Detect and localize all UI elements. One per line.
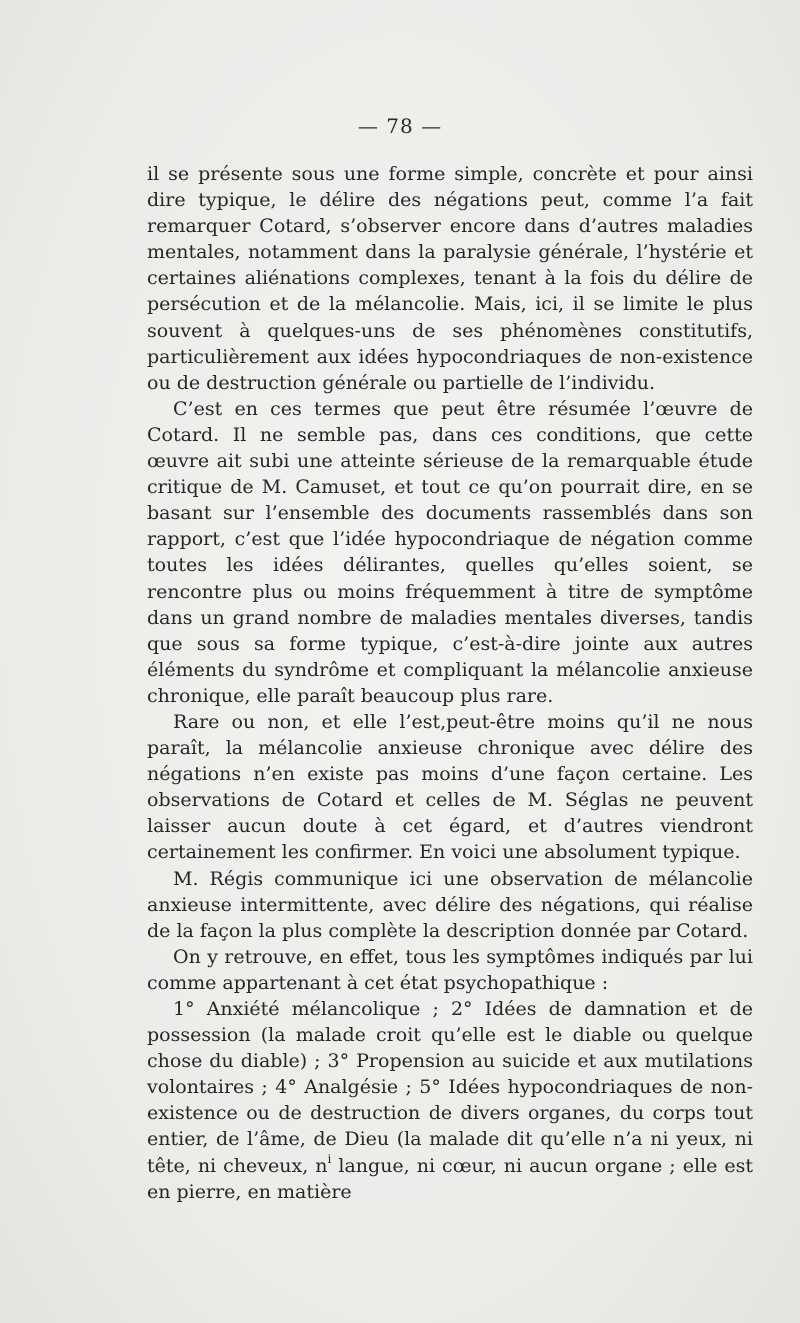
- paragraph-6-continuation: langue, ni cœur, ni aucun organe ; elle est en pierre, en matière: [147, 1154, 754, 1203]
- paragraph-4: M. Régis communique ici une observation de mélancolie anxieuse intermittente, avec délire des négations, qui réalise de la façon la plus complète la description donnée par Cotard.: [147, 867, 753, 942]
- paragraph-2: C’est en ces termes que peut être résumée l’œuvre de Cotard. Il ne semble pas, dans ces conditions, que cette œuvre ait subi une atteinte sérieuse de la remarquable étude critique de M. Camuset, et tout ce qu’on pourrait dire, en se basant sur l’ensemble des documents rassemblés dans son rapport, c’est que l’idée hypocondriaque de négation comme toutes les idées délirantes, quelles qu’elles soient, se rencontre plus ou moins fréquemment à titre de symptôme dans un grand nombre de maladies mentales diverses, tandis que sous sa forme typique, c’est-à-dire jointe aux autres éléments du syndrôme et compliquant la mélancolie anxieuse chronique, elle paraît beaucoup plus rare.: [147, 397, 753, 707]
- paragraph-3: Rare ou non, et elle l’est,peut-être moins qu’il ne nous paraît, la mélancolie anxieuse chronique avec délire des négations n’en existe pas moins d’une façon certaine. Les observations de Cotard et celles de M. Séglas ne peuvent laisser aucun doute à cet égard, et d’autres viendront certainement les confirmer. En voici une absolument typique.: [147, 710, 753, 864]
- superscript-mark: i: [327, 1151, 332, 1166]
- paragraph-6-text: 1° Anxiété mélancolique ; 2° Idées de damnation et de possession (la malade croit qu’elle est le diable ou quelque chose du diable) ; 3° Propension au suicide et aux mutilations volontaires ; 4° Analgésie ; 5° Idées hypocondriaques de non-existence ou de destruction de divers organes, du corps tout entier, de l’âme, de Dieu (la malade dit qu’elle n’a ni yeux, ni tête, ni cheveux,: [147, 998, 753, 1177]
- page-number: — 78 —: [357, 114, 443, 138]
- paragraph-5: On y retrouve, en effet, tous les symptômes indiqués par lui comme appartenant à cet état psychopathique :: [147, 945, 753, 994]
- body-text: [147, 161, 753, 1205]
- paragraph-1: il se présente sous une forme simple, concrète et pour ainsi dire typique, le délire des négations peut, comme l’a fait remarquer Cotard, s’observer encore dans d’autres maladies mentales, notamment dans la paralysie générale, l’hystérie et certaines aliénations complexes, tenant à la fois du délire de persécution et de la mélancolie. Mais, ici, il se limite le plus souvent à quelques-uns de ses phénomènes constitutifs, particulièrement aux idées hypocondriaques de non-existence ou de destruction générale ou partielle de l’individu.: [147, 163, 753, 394]
- paragraph-6: 1° Anxiété mélancolique ; 2° Idées de damnation et de possession (la malade croit qu’elle est le diable ou quelque chose du diable) ; 3° Propension au suicide et aux mutilations volontaires ; 4° Analgésie ; 5° Idées hypocondriaques de non-existence ou de destruction de divers organes, du corps tout entier, de l’âme, de Dieu (la malade dit qu’elle n’a ni yeux, ni tête, ni cheveux, $n^i$ langue, ni cœur, ni aucun organe ; elle est en pierre, en matière: [147, 998, 754, 1203]
